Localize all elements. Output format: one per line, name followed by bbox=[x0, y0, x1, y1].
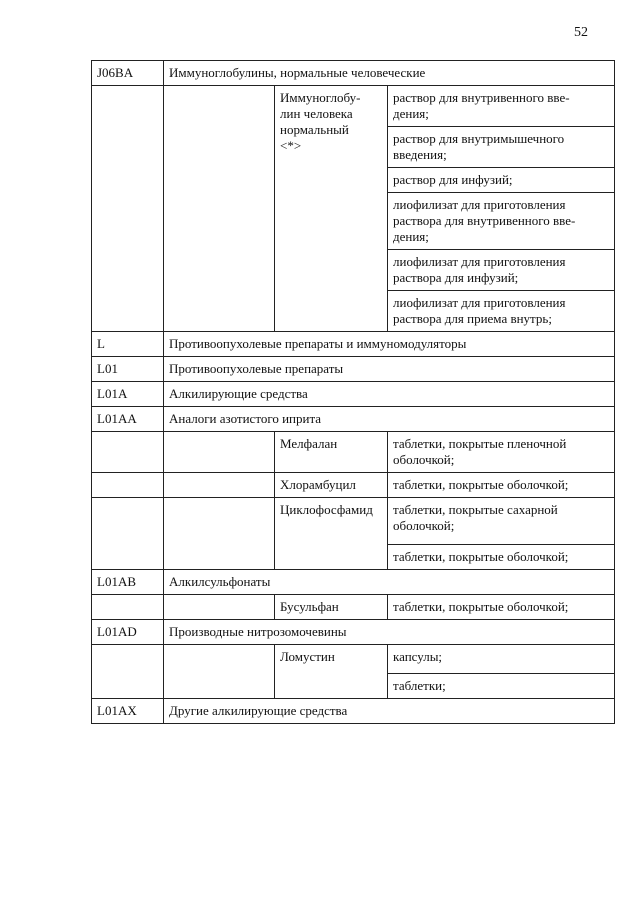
group-name bbox=[164, 498, 275, 570]
table-row bbox=[92, 645, 615, 674]
dosage-form: таблетки, покрытые оболочкой; bbox=[388, 473, 615, 498]
table-row bbox=[92, 357, 615, 382]
dosage-form: таблетки, покрытые оболочкой; bbox=[388, 545, 615, 570]
group-name bbox=[164, 432, 275, 473]
atc-code: J06BA bbox=[92, 61, 164, 86]
atc-code: L01AX bbox=[92, 699, 164, 724]
dosage-form: лиофилизат для приготовления раствора для приема внутрь; bbox=[388, 291, 615, 332]
dosage-form: капсулы; bbox=[388, 645, 615, 674]
table-row bbox=[92, 699, 615, 724]
drug-name: Иммуноглобу- лин человека нормальный <*> bbox=[275, 86, 388, 332]
table-row bbox=[92, 620, 615, 645]
group-name bbox=[164, 86, 275, 332]
drug-name: Мелфалан bbox=[275, 432, 388, 473]
table-row bbox=[92, 382, 615, 407]
table-row bbox=[92, 332, 615, 357]
dosage-form: лиофилизат для приготовления раствора для внутривенного вве- дения; bbox=[388, 193, 615, 250]
group-name: Другие алкилирующие средства bbox=[164, 699, 615, 724]
dosage-form: таблетки, покрытые пленочной оболочкой; bbox=[388, 432, 615, 473]
dosage-form: раствор для инфузий; bbox=[388, 168, 615, 193]
dosage-form: таблетки; bbox=[388, 674, 615, 699]
atc-code bbox=[92, 595, 164, 620]
table-row bbox=[92, 595, 615, 620]
group-name bbox=[164, 473, 275, 498]
table-row bbox=[92, 86, 615, 127]
dosage-form: раствор для внутривенного вве- дения; bbox=[388, 86, 615, 127]
drug-table bbox=[91, 60, 615, 724]
group-name: Противоопухолевые препараты и иммуномодуляторы bbox=[164, 332, 615, 357]
table-row bbox=[92, 407, 615, 432]
atc-code: L bbox=[92, 332, 164, 357]
group-name: Производные нитрозомочевины bbox=[164, 620, 615, 645]
group-name bbox=[164, 645, 275, 699]
atc-code: L01AB bbox=[92, 570, 164, 595]
atc-code: L01 bbox=[92, 357, 164, 382]
atc-code bbox=[92, 498, 164, 570]
table-row bbox=[92, 498, 615, 545]
table-row bbox=[92, 432, 615, 473]
table-row bbox=[92, 473, 615, 498]
page-number: 52 bbox=[574, 25, 588, 40]
group-name: Алкилирующие средства bbox=[164, 382, 615, 407]
group-name bbox=[164, 595, 275, 620]
group-name: Противоопухолевые препараты bbox=[164, 357, 615, 382]
drug-name: Хлорамбуцил bbox=[275, 473, 388, 498]
drug-name: Бусульфан bbox=[275, 595, 388, 620]
atc-code: L01A bbox=[92, 382, 164, 407]
atc-code: L01AD bbox=[92, 620, 164, 645]
atc-code bbox=[92, 473, 164, 498]
dosage-form: раствор для внутримышечного введения; bbox=[388, 127, 615, 168]
drug-name: Ломустин bbox=[275, 645, 388, 699]
group-name: Иммуноглобулины, нормальные человеческие bbox=[164, 61, 615, 86]
atc-code bbox=[92, 432, 164, 473]
atc-code bbox=[92, 645, 164, 699]
dosage-form: таблетки, покрытые сахарной оболочкой; bbox=[388, 498, 615, 545]
atc-code: L01AA bbox=[92, 407, 164, 432]
dosage-form: таблетки, покрытые оболочкой; bbox=[388, 595, 615, 620]
drug-name: Циклофосфамид bbox=[275, 498, 388, 570]
group-name: Аналоги азотистого иприта bbox=[164, 407, 615, 432]
atc-code bbox=[92, 86, 164, 332]
dosage-form: лиофилизат для приготовления раствора для инфузий; bbox=[388, 250, 615, 291]
group-name: Алкилсульфонаты bbox=[164, 570, 615, 595]
table-row bbox=[92, 570, 615, 595]
table-row bbox=[92, 61, 615, 86]
